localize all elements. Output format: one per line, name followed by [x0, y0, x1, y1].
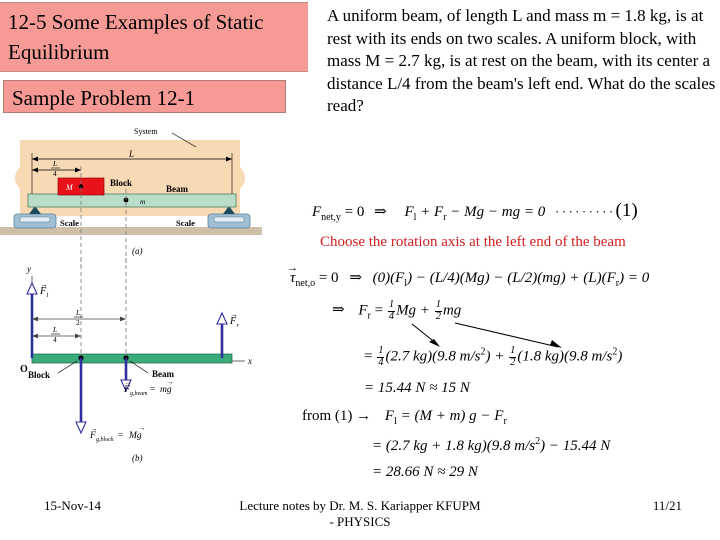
eq1-number: (1)	[615, 200, 638, 221]
arrow-half	[455, 323, 558, 347]
eq-torque-eq: = 0	[315, 270, 339, 286]
equation-fl-symbolic	[302, 408, 507, 427]
eq-fr-lhs-sub: r	[367, 310, 371, 322]
equation-fr-result: = 15.44 N ≈ 15 N	[364, 380, 470, 396]
label-axis-x: x	[248, 356, 252, 366]
label-beam: Beam	[166, 184, 188, 194]
eq-fl-sub: = (2.7 kg + 1.8 kg)(9.8 m/s	[372, 438, 536, 454]
svg-text:F: F	[40, 286, 47, 297]
eq-torque-rhs: (0)(F	[372, 270, 405, 286]
svg-text:l: l	[46, 292, 49, 299]
equation-fl-result: = 28.66 N ≈ 29 N	[372, 464, 478, 480]
label-force-left	[39, 280, 49, 299]
force-vector-right	[217, 313, 227, 358]
eq-torque-sub: net,o	[295, 278, 316, 289]
eq-fl-eq-sub: r	[503, 416, 507, 427]
svg-text:mg: mg	[160, 385, 172, 395]
svg-text:L: L	[53, 159, 58, 168]
eq-torque-rhs-sub1: l	[404, 278, 408, 289]
eq1-dot-leader: ·········	[554, 204, 616, 219]
figure-a-system-diagram	[0, 122, 280, 267]
beam-shape	[28, 194, 236, 207]
label-beam-mass: m	[140, 197, 146, 206]
beam-shape-fbd	[32, 354, 232, 363]
eq-fl-sub-exp: 2	[535, 436, 541, 447]
label-block-fbd: Block	[28, 370, 51, 380]
svg-text:→: →	[90, 424, 98, 433]
label-force-right	[229, 310, 240, 329]
eq-from-1: from (1) →	[302, 408, 372, 424]
footer-attribution-line1: Lecture notes by Dr. M. S. Kariapper KFUPM	[239, 498, 481, 513]
eq-fr-sub-exp2: 2	[612, 346, 618, 358]
eq1-lhs-sub: net,y	[321, 212, 341, 223]
svg-text:g,block: g,block	[96, 437, 114, 443]
eq1-plus: + F	[416, 204, 444, 220]
eq-torque-rhs-end: ) = 0	[619, 270, 650, 286]
eq-fl-sub-end: ) − 15.44 N	[540, 438, 611, 454]
svg-text:Mg: Mg	[129, 431, 142, 441]
footer-attribution-line2: - PHYSICS	[329, 514, 391, 529]
eq1-rhs: F	[404, 204, 414, 220]
eq1-rhs-sub1: l	[413, 212, 417, 223]
label-weight-block	[89, 423, 146, 443]
eq-fl-eq: = (M + m) g − F	[396, 408, 504, 424]
equation-fr-symbolic	[332, 300, 461, 322]
equation-fl-substituted	[372, 436, 610, 455]
svg-text:→: →	[230, 310, 238, 319]
eq-fr-implies: ⇒	[332, 302, 345, 319]
equation-fr-substituted	[364, 346, 622, 368]
svg-text:=: =	[150, 385, 156, 395]
eq1-implies: ⇒	[374, 204, 387, 220]
eq-fr-sub-exp1: 2	[480, 346, 486, 358]
eq1-rhs-sub2: r	[443, 212, 447, 223]
svg-text:L: L	[76, 308, 81, 317]
svg-text:4: 4	[53, 335, 57, 344]
figure-b-caption: (b)	[132, 453, 143, 463]
eq1-tail: − Mg − mg = 0	[446, 204, 546, 220]
svg-text:→: →	[166, 377, 174, 386]
label-block: Block	[110, 178, 133, 188]
footer-page-number: 11/21	[652, 498, 682, 513]
eq-fr-sub-end: )	[617, 348, 623, 365]
equation-net-force	[312, 200, 638, 223]
svg-text:F: F	[90, 431, 96, 441]
label-weight-beam	[123, 377, 174, 397]
footer-attribution	[180, 498, 540, 530]
svg-text:F: F	[124, 385, 130, 395]
svg-text:→: →	[124, 378, 132, 387]
svg-text:2: 2	[76, 318, 80, 327]
eq-fr-sub-mid: ) +	[485, 348, 509, 365]
label-system: System	[134, 127, 158, 136]
label-block-mass: M	[66, 183, 73, 192]
eq-torque-implies: ⇒	[349, 270, 362, 286]
label-scale-right: Scale	[176, 218, 195, 228]
eq-torque-rhs-sub2: r	[615, 278, 620, 289]
label-L-over-4-fbd	[51, 325, 60, 344]
eq-fr-term2: mg	[442, 302, 462, 319]
label-scale-left: Scale	[60, 218, 79, 228]
label-origin: O	[20, 364, 28, 375]
eq-fr-fraction-half: $\frac{1}{2}$	[435, 299, 441, 322]
eq-fr-sub-term1: (2.7 kg)(9.8 m/s	[385, 348, 481, 365]
slide-footer	[0, 494, 720, 540]
label-L: L	[129, 149, 135, 159]
problem-statement: A uniform beam, of length L and mass m = 1.8 kg, is at rest with its ends on two scales. A uniform block, with mass M = 2.7 kg, is at rest on the beam, with its center a distance L/4 from the beam's left end. What do the scales read?	[327, 6, 716, 115]
eq-fl-lhs-sub: l	[394, 416, 397, 427]
svg-text:L: L	[53, 325, 58, 334]
svg-text:→: →	[138, 423, 146, 432]
eq-fr-fraction-quarter: $\frac{1}{4}$	[388, 299, 395, 322]
eq1-eq: = 0	[340, 204, 365, 220]
eq-fl-lhs: F	[384, 408, 395, 424]
eq-fr-sub-eq: =	[364, 348, 377, 365]
eq-fr-sub-fraction-half: $\frac{1}{2}$	[510, 345, 516, 368]
arrow-quarter	[412, 324, 437, 344]
eq-fr-term1: Mg +	[396, 302, 434, 319]
force-vector-left	[27, 283, 37, 358]
eq1-lhs: F	[312, 204, 322, 220]
label-axis-y: y	[27, 264, 31, 274]
eq-fr-eq: =	[370, 302, 387, 319]
svg-text:→: →	[40, 280, 48, 289]
eq-torque-rhs-mid: ) − (L/4)(Mg) − (L/2)(mg) + (L)(F	[407, 270, 616, 286]
svg-text:F: F	[230, 316, 237, 327]
sample-problem-title: Sample Problem 12-1	[3, 80, 286, 113]
page-title: 12-5 Some Examples of Static Equilibrium	[0, 2, 308, 72]
weight-vector-block	[76, 358, 86, 433]
equation-block	[290, 196, 720, 486]
svg-text:g,beam: g,beam	[130, 391, 148, 397]
label-beam-fbd: Beam	[152, 369, 174, 379]
figure-a-caption: (a)	[132, 246, 143, 256]
svg-text:r: r	[236, 322, 240, 329]
label-L-over-2-fbd	[74, 308, 83, 327]
eq-torque-symbol: τ →	[290, 270, 295, 286]
svg-text:=: =	[118, 431, 124, 441]
footer-date: 15-Nov-14	[44, 498, 102, 513]
figure-b-free-body-diagram	[0, 258, 280, 498]
svg-text:4: 4	[53, 169, 57, 178]
eq-fr-lhs: F	[358, 302, 368, 319]
eq-fr-sub-fraction-quarter: $\frac{1}{4}$	[378, 345, 384, 368]
rotation-axis-note: Choose the rotation axis at the left end of the beam	[320, 234, 626, 250]
eq-fr-sub-term2: (1.8 kg)(9.8 m/s	[517, 348, 613, 365]
equation-net-torque	[290, 268, 649, 289]
